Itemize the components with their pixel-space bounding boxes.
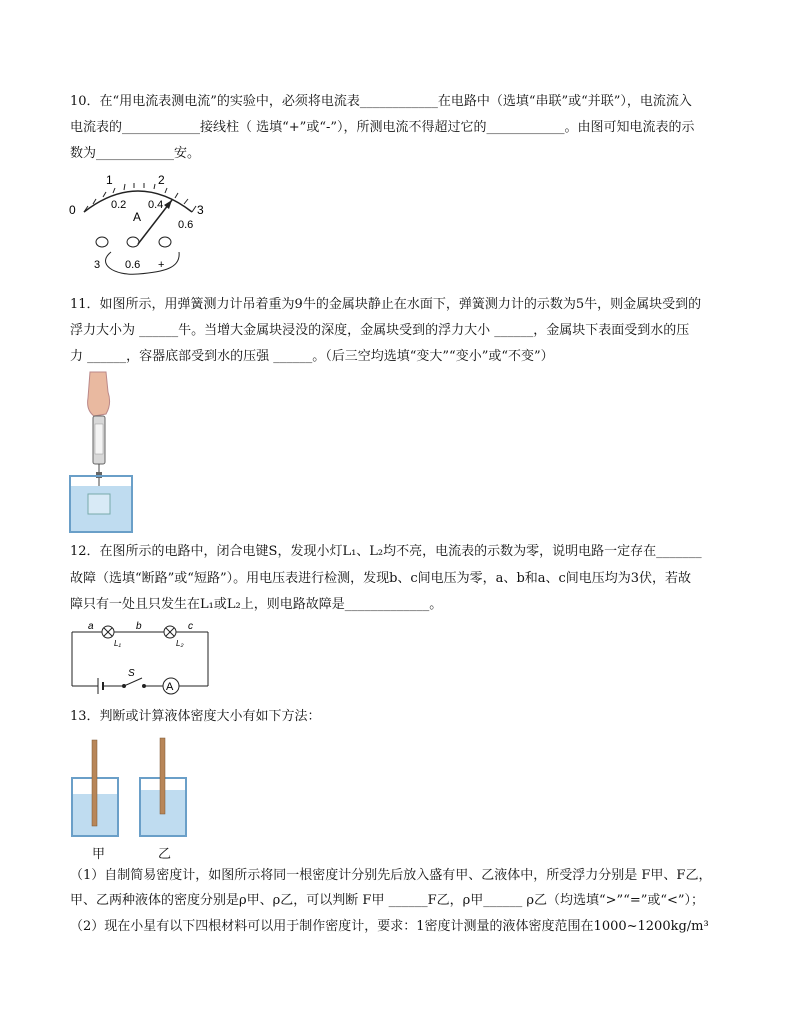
circuit-meter-label: A <box>166 681 174 693</box>
q11-line-2: 浮力大小为 ______牛。当增大金属块浸没的深度，金属块受到的浮力大小 ______，金属块下表面受到水的压 <box>70 323 690 338</box>
lamp-L1-label: L₁ <box>114 639 121 648</box>
q10-line-1: 10．在“用电流表测电流”的实验中，必须将电流表____________在电路中（选填“串联”或“并联”），电流流入 <box>70 94 692 109</box>
beaker-label-yi: 乙 <box>158 847 172 862</box>
ammeter-bottom-2: 0.6 <box>178 219 194 231</box>
ammeter-top-0: 0 <box>69 203 76 217</box>
ammeter-bottom-1: 0.4 <box>148 199 164 211</box>
metal-block <box>88 494 110 514</box>
q12-line-1: 12．在图所示的电路中，闭合电键S，发现小灯L₁、L₂均不亮，电流表的示数为零，说明电路一定存在_______ <box>70 544 702 559</box>
q12-line-2: 故障（选填“断路”或“短路”）。用电压表进行检测，发现b、c间电压为零，a、b和a、c间电压均为3伏，若故 <box>70 571 692 586</box>
hydrometer-yi <box>160 738 165 814</box>
point-a: a <box>88 621 94 632</box>
ammeter-top-3: 3 <box>197 203 204 217</box>
q13-title: 13．判断或计算液体密度大小有如下方法： <box>70 709 321 724</box>
q12-line-3: 障只有一处且只发生在L₁或L₂上，则电路故障是_____________。 <box>70 597 443 612</box>
ammeter-unit: A <box>133 210 142 224</box>
point-c: c <box>188 621 193 632</box>
q10-line-2: 电流表的____________接线柱（ 选填“+”或“-”），所测电流不得超过它的____________。由图可知电流表的示 <box>70 120 695 135</box>
lamp-L2-label: L₂ <box>176 639 184 648</box>
q13-line-1: （1）自制简易密度计，如图所示将同一根密度计分别先后放入盛有甲、乙液体中，所受浮力分别是 F甲、F乙， <box>70 868 712 883</box>
spring-scale-figure <box>66 372 138 534</box>
ammeter-figure <box>66 172 216 280</box>
hydrometer-jia <box>92 740 97 826</box>
ammeter-bottom-0: 0.2 <box>111 199 127 211</box>
q13-line-3: （2）现在小星有以下四根材料可以用于制作密度计，要求：1密度计测量的液体密度范围在1000~1200kg/m³ <box>70 919 709 934</box>
ammeter-top-2: 2 <box>158 173 165 187</box>
beaker-label-jia: 甲 <box>92 847 106 862</box>
switch-label: S <box>128 668 135 679</box>
ammeter-terminal-plus: + <box>158 259 165 271</box>
ammeter-terminal-3: 3 <box>94 259 101 271</box>
q10-line-3: 数为____________安。 <box>70 146 201 161</box>
hydrometer-figure <box>66 738 196 840</box>
ammeter-top-1: 1 <box>106 173 113 187</box>
point-b: b <box>136 621 142 632</box>
q11-line-3: 力 ______，容器底部受到水的压强 ______。（后三空均选填“变大”“变小”或“不变”） <box>70 349 554 364</box>
q13-line-2: 甲、乙两种液体的密度分别是ρ甲、ρ乙，可以判断 F甲 ______F乙，ρ甲______ ρ乙（均选填“>”“=”或“<”）； <box>70 893 705 908</box>
circuit-figure <box>70 620 210 692</box>
switch <box>124 678 142 686</box>
hand <box>88 372 110 416</box>
ammeter-terminal-0.6: 0.6 <box>125 259 141 271</box>
q11-line-1: 11．如图所示，用弹簧测力计吊着重为9牛的金属块静止在水面下，弹簧测力计的示数为5牛，则金属块受到的 <box>70 297 702 312</box>
